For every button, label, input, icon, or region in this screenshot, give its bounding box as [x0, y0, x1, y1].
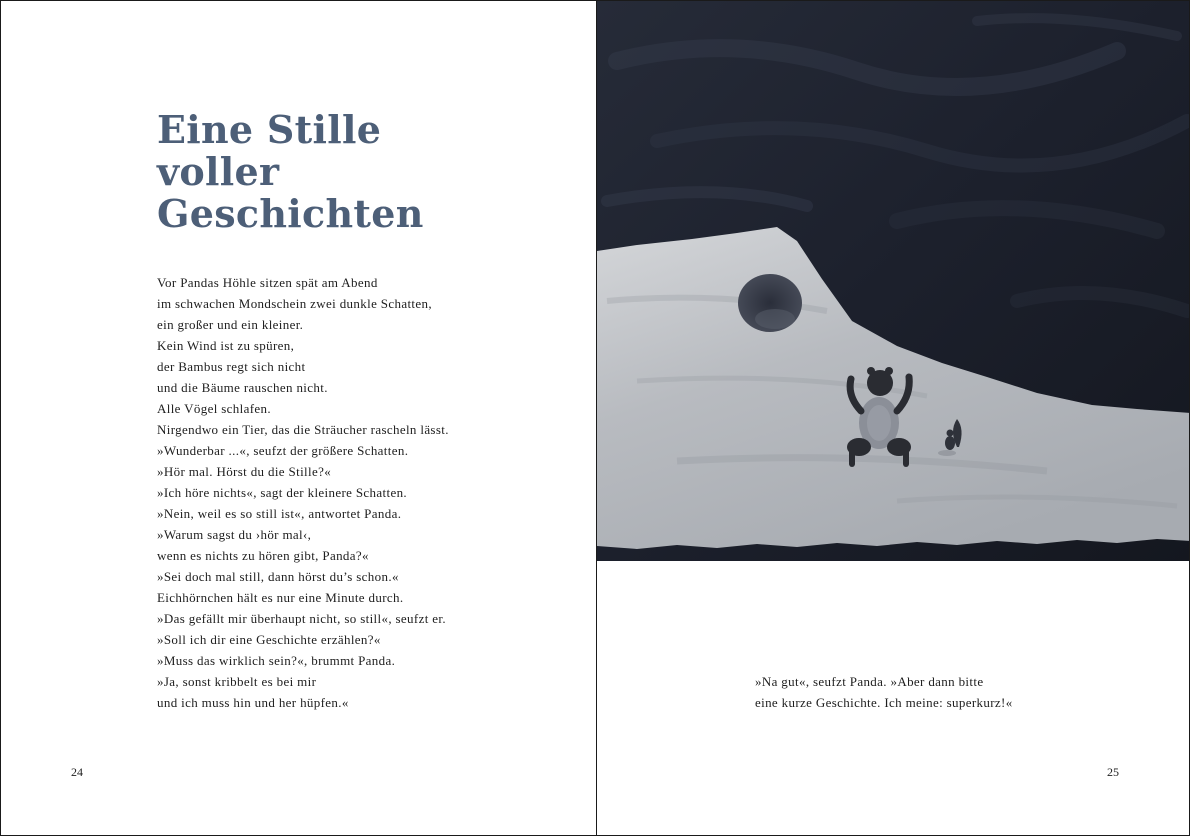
right-page: [597, 1, 1190, 836]
text-line: der Bambus regt sich nicht: [157, 359, 306, 374]
text-line: »Sei doch mal still, dann hörst du’s schon.«: [157, 569, 399, 584]
text-line: und die Bäume rauschen nicht.: [157, 380, 328, 395]
caption-line: eine kurze Geschichte. Ich meine: superkurz!«: [755, 695, 1013, 710]
text-line: »Das gefällt mir überhaupt nicht, so still«, seufzt er.: [157, 611, 446, 626]
title-line: Geschichten: [157, 191, 424, 236]
caption-text: [755, 671, 1013, 713]
text-line: im schwachen Mondschein zwei dunkle Schatten,: [157, 296, 432, 311]
text-line: »Ja, sonst kribbelt es bei mir: [157, 674, 317, 689]
text-line: und ich muss hin und her hüpfen.«: [157, 695, 349, 710]
text-line: »Nein, weil es so still ist«, antwortet Panda.: [157, 506, 402, 521]
text-line: »Hör mal. Hörst du die Stille?«: [157, 464, 332, 479]
title-line: Eine Stille: [157, 107, 382, 152]
story-text: [157, 272, 449, 713]
text-line: »Muss das wirklich sein?«, brummt Panda.: [157, 653, 396, 668]
text-line: »Wunderbar ...«, seufzt der größere Schatten.: [157, 443, 409, 458]
text-line: ein großer und ein kleiner.: [157, 317, 304, 332]
night-cave-illustration: [597, 1, 1190, 561]
text-line: wenn es nichts zu hören gibt, Panda?«: [157, 548, 369, 563]
left-page: [1, 1, 596, 836]
chapter-title: [157, 109, 424, 235]
text-line: Kein Wind ist zu spüren,: [157, 338, 295, 353]
text-line: »Warum sagst du ›hör mal‹,: [157, 527, 312, 542]
title-line: voller: [157, 149, 280, 194]
caption-line: »Na gut«, seufzt Panda. »Aber dann bitte: [755, 674, 984, 689]
text-line: Alle Vögel schlafen.: [157, 401, 271, 416]
text-line: Eichhörnchen hält es nur eine Minute durch.: [157, 590, 404, 605]
page-number-right: 25: [1107, 765, 1119, 779]
text-line: Vor Pandas Höhle sitzen spät am Abend: [157, 275, 378, 290]
text-line: »Soll ich dir eine Geschichte erzählen?«: [157, 632, 381, 647]
page-number-left: 24: [71, 765, 83, 779]
text-line: »Ich höre nichts«, sagt der kleinere Schatten.: [157, 485, 408, 500]
text-line: Nirgendwo ein Tier, das die Sträucher rascheln lässt.: [157, 422, 449, 437]
